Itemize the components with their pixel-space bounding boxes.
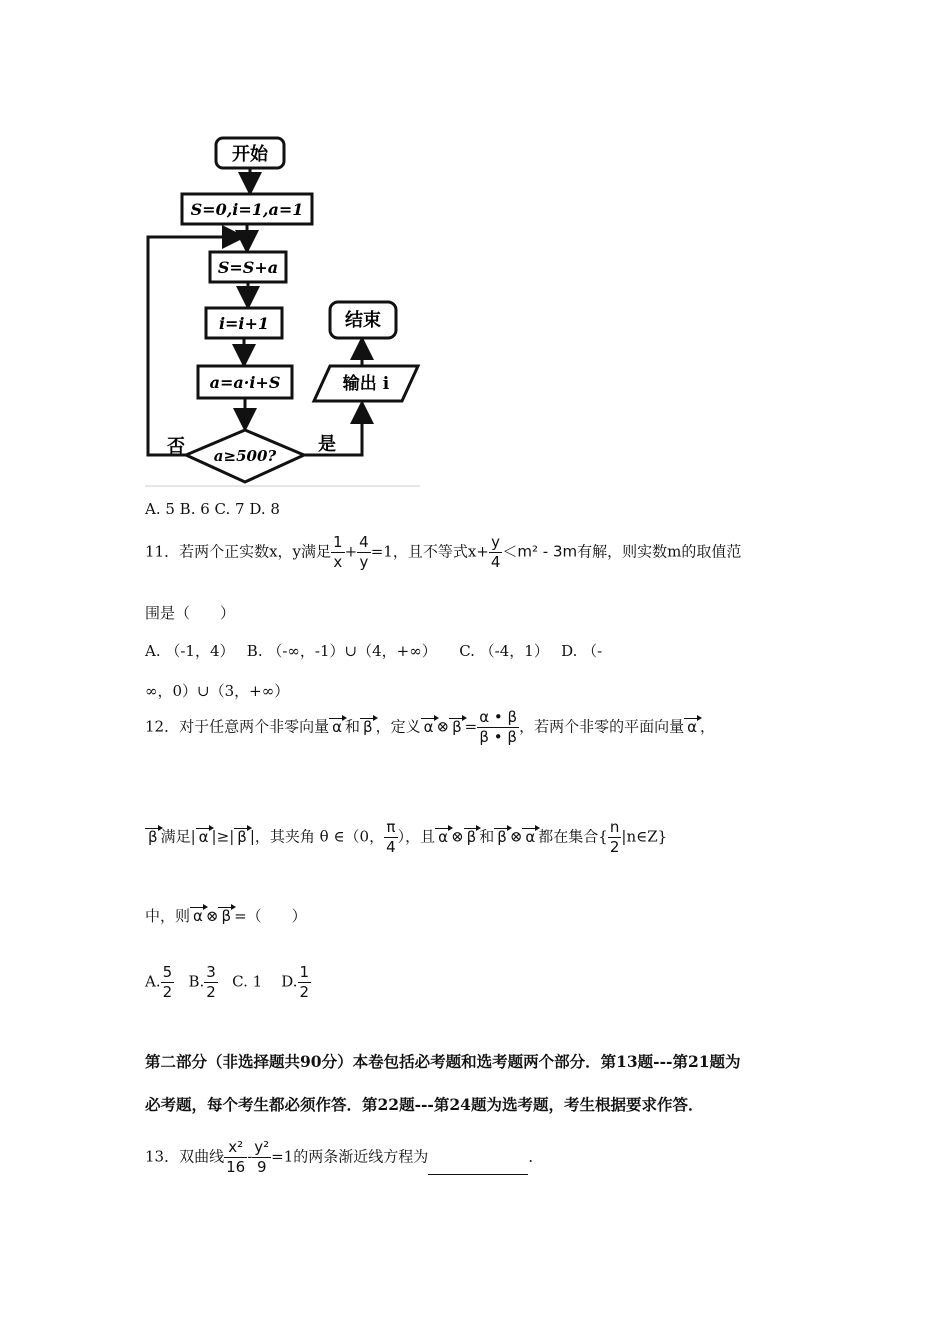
q11-line2: 围是（ ）: [145, 604, 236, 622]
q12-set-frac: $\frac{n}{2}$: [609, 818, 620, 856]
q12-number: 12．: [145, 717, 180, 736]
init-label: S=0,i=1,a=1: [190, 200, 304, 219]
sum-label: S=S+a: [217, 258, 279, 277]
q13-frac1: $\frac{\text{x²}}{16}$: [226, 1138, 246, 1176]
q12-options: A. $\frac{5}{2}$ B. $\frac{3}{2}$ C. 1 D. $\frac{1}{2}$: [145, 963, 310, 1001]
end-label: 结束: [345, 310, 381, 331]
q11-frac2: $\frac{4}{y}$: [359, 533, 369, 571]
q13-frac2: $\frac{\text{y²}}{9}$: [254, 1138, 270, 1176]
q12-pi-frac: $\frac{\pi}{4}$: [386, 818, 396, 856]
q12-text: 对于任意两个非零向量: [179, 717, 330, 736]
q11-frac1: $\frac{1}{x}$: [333, 533, 343, 571]
part2-line2: 必考题，每个考生都必须作答．第22题---第24题为选考题，考生根据要求作答．: [145, 1095, 704, 1114]
flowchart: [140, 130, 440, 490]
q11-frac3: $\frac{y}{4}$: [490, 533, 501, 571]
part2-line1: 第二部分（非选择题共90分）本卷包括必考题和选考题两个部分．第13题---第21题为: [145, 1052, 741, 1071]
start-label: 开始: [232, 144, 268, 165]
vec-alpha: α: [329, 718, 345, 736]
q11-options-line1: A. （-1，4） B. （-∞，-1）∪（4，+∞） C. （-4，1） D. （-: [145, 642, 603, 660]
q10-options: A. 5 B. 6 C. 7 D. 8: [145, 500, 280, 518]
update-label: a=a·i+S: [209, 373, 281, 392]
vec-beta: β: [360, 718, 376, 736]
q12-line1: 12．对于任意两个非零向量 α 和 β ，定义 α ⊗ β = $\frac{\alpha • \beta}{\beta • \beta}$ ，若两个非零的平面向量 α ，: [145, 708, 716, 746]
q12-line3: 中，则 α ⊗ β =（ ）: [145, 907, 307, 925]
no-label: 否: [167, 436, 185, 457]
q11-eq: =1，且不等式x+: [370, 542, 489, 561]
q11-text: 若两个正实数x，y满足: [179, 542, 332, 561]
q11-line1: 11．若两个正实数x，y满足 $\frac{1}{x}$ + $\frac{4}{y}$ =1，且不等式x+ $\frac{y}{4}$ ＜m² - 3m有解，则实数m的取值范: [145, 533, 742, 571]
condition-label: a≥500?: [213, 447, 277, 465]
q12-def-frac: $\frac{\alpha • \beta}{\beta • \beta}$: [479, 708, 518, 746]
q11-text-b: 有解，则实数m的取值范: [577, 542, 742, 561]
q13-line: 13．双曲线 $\frac{\text{x²}}{16}$ - $\frac{\text{y²}}{9}$ =1的两条渐近线方程为 ．: [145, 1138, 544, 1176]
q11-number: 11．: [145, 542, 180, 561]
q11-options-line2: ∞，0）∪（3，+∞）: [145, 682, 290, 700]
output-label: 输出 i: [342, 374, 390, 394]
increment-label: i=i+1: [218, 314, 270, 333]
q11-inequality: ＜m² - 3m: [502, 542, 578, 561]
q12-line2: β 满足| α |≥| β |，其夹角 θ ∈（0， $\frac{\pi}{4}$ ），且 α ⊗ β 和 β ⊗ α 都在集合{ $\frac{n}{2}$ |n∈Z}: [145, 820, 667, 855]
yes-label: 是: [318, 434, 336, 455]
q13-answer-blank[interactable]: [428, 1160, 528, 1175]
